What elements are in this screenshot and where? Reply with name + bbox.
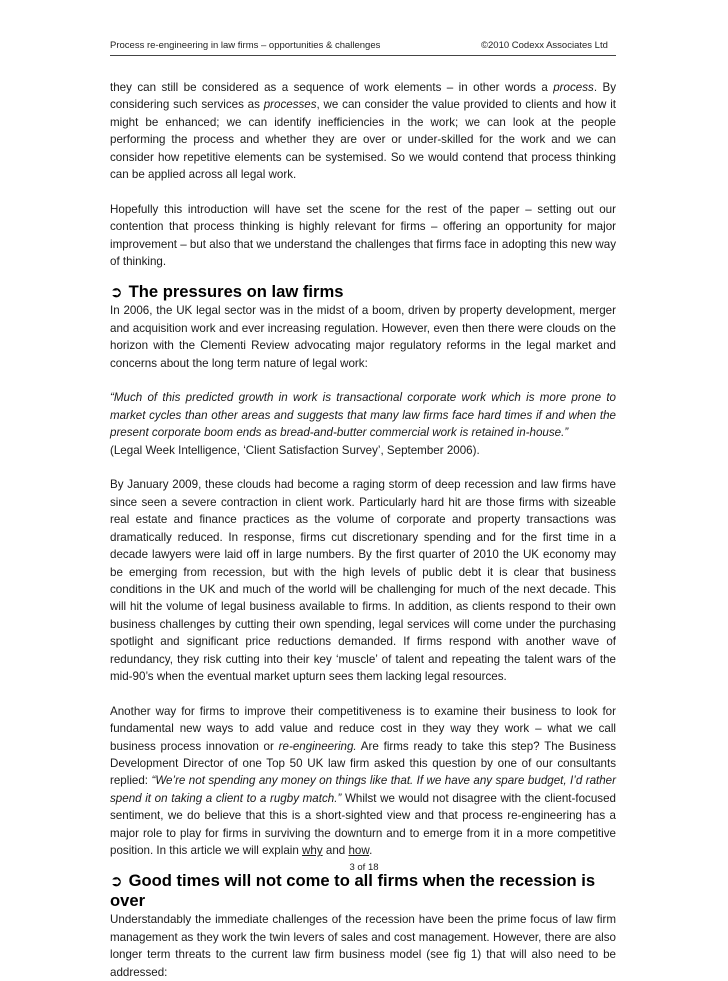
page-number: 3 of 18: [349, 862, 379, 873]
arrow-icon: ➲: [110, 872, 123, 891]
arrow-icon: ➲: [110, 283, 123, 302]
paragraph-recession: By January 2009, these clouds had become a raging storm of deep recession and law firms have since seen a severe contraction in client work. Particularly hard hit are those firms with sizeable real estate and finance practices as the volume of corporate and property transactions was dramatically reduced. In response, firms cut discretionary spending and for the first time in a decade lawyers were laid off in large numbers. By the first quarter of 2010 the UK economy may be emerging from recession, but with the high levels of public debt it is clear that business conditions in the UK and much of the world will be challenging for much of the next decade. This will hit the volume of legal business available to firms. In addition, as clients respond to their own business challenges by cutting their own spending, legal services will come under the purchasing spotlight and significant price reductions demanded. If firms respond with another wave of redundancy, they risk cutting into their key ‘muscle’ of talent and repeating the talent wars of the mid-90’s when the eventual market upturn sees them lacking legal resources.: [110, 478, 616, 683]
header-divider: [110, 55, 616, 56]
header-title: Process re-engineering in law firms – opportunities & challenges: [110, 40, 381, 51]
paragraph-long-term-threats: Understandably the immediate challenges of the recession have been the prime focus of law firm management as they work the twin levers of sales and cost management. However, there are also longer term threats to the current law firm business model (see fig 1) that will also need to be addressed:: [110, 913, 616, 979]
underlined-how: how: [348, 844, 370, 857]
paragraph-intro-continuation: they can still be considered as a sequence of work elements – in other words a process. By considering such services as processes, we can consider the value provided to clients and how it might be enhanced; we can identify inefficiencies in the work; we can look at the people performing the process and whether they are over or under-skilled for the work and we can consider how repetitive elements can be systemised. So we would contend that process thinking can be applied across all legal work.: [110, 81, 616, 182]
section-heading-pressures: ➲ The pressures on law firms: [110, 282, 344, 302]
paragraph-scene-setting: Hopefully this introduction will have set the scene for the rest of the paper – setting out our contention that process thinking is highly relevant for firms – offering an opportunity for major improvement – but also that we understand the challenges that firms face in adopting this new way of thinking.: [110, 202, 616, 269]
underlined-why: why: [302, 844, 323, 857]
quote-legal-week: “Much of this predicted growth in work is transactional corporate work which is more prone to market cycles than other areas and suggests that many law firms face hard times if and when the present corporate boom ends as bread-and-butter commercial work is retained in-house.”: [110, 391, 616, 440]
quote-source: (Legal Week Intelligence, ‘Client Satisfaction Survey’, September 2006).: [110, 443, 480, 457]
paragraph-competitiveness: Another way for firms to improve their competitiveness is to examine their business to look for fundamental new ways to add value and reduce cost in they way they work – what we call business process innovation or re-engineering. Are firms ready to take this step? The Business Development Director of one Top 50 UK law firm asked this question by one of our consultants replied: “We’re not spending any money on things like that. If we have any spare budget, I’d rather spend it on taking a client to a rugby match.” Whilst we would not disagree with the client-focused sentiment, we do believe that this is a short-sighted view and that process re-engineering has a major role to play for firms in surviving the downturn and to emerge from it in a more competitive position. In this article we will explain why and how.: [110, 704, 616, 857]
section-heading-good-times: ➲ Good times will not come to all firms when the recession is over: [110, 871, 596, 911]
document-body: [110, 79, 616, 981]
header-copyright: ©2010 Codexx Associates Ltd: [481, 40, 608, 51]
paragraph-2006-boom: In 2006, the UK legal sector was in the midst of a boom, driven by property development, merger and acquisition work and ever increasing regulation. However, even then there were clouds on the horizon with the Clementi Review advocating major regulatory reforms in the legal market and concerns about the long term nature of legal work:: [110, 304, 616, 370]
